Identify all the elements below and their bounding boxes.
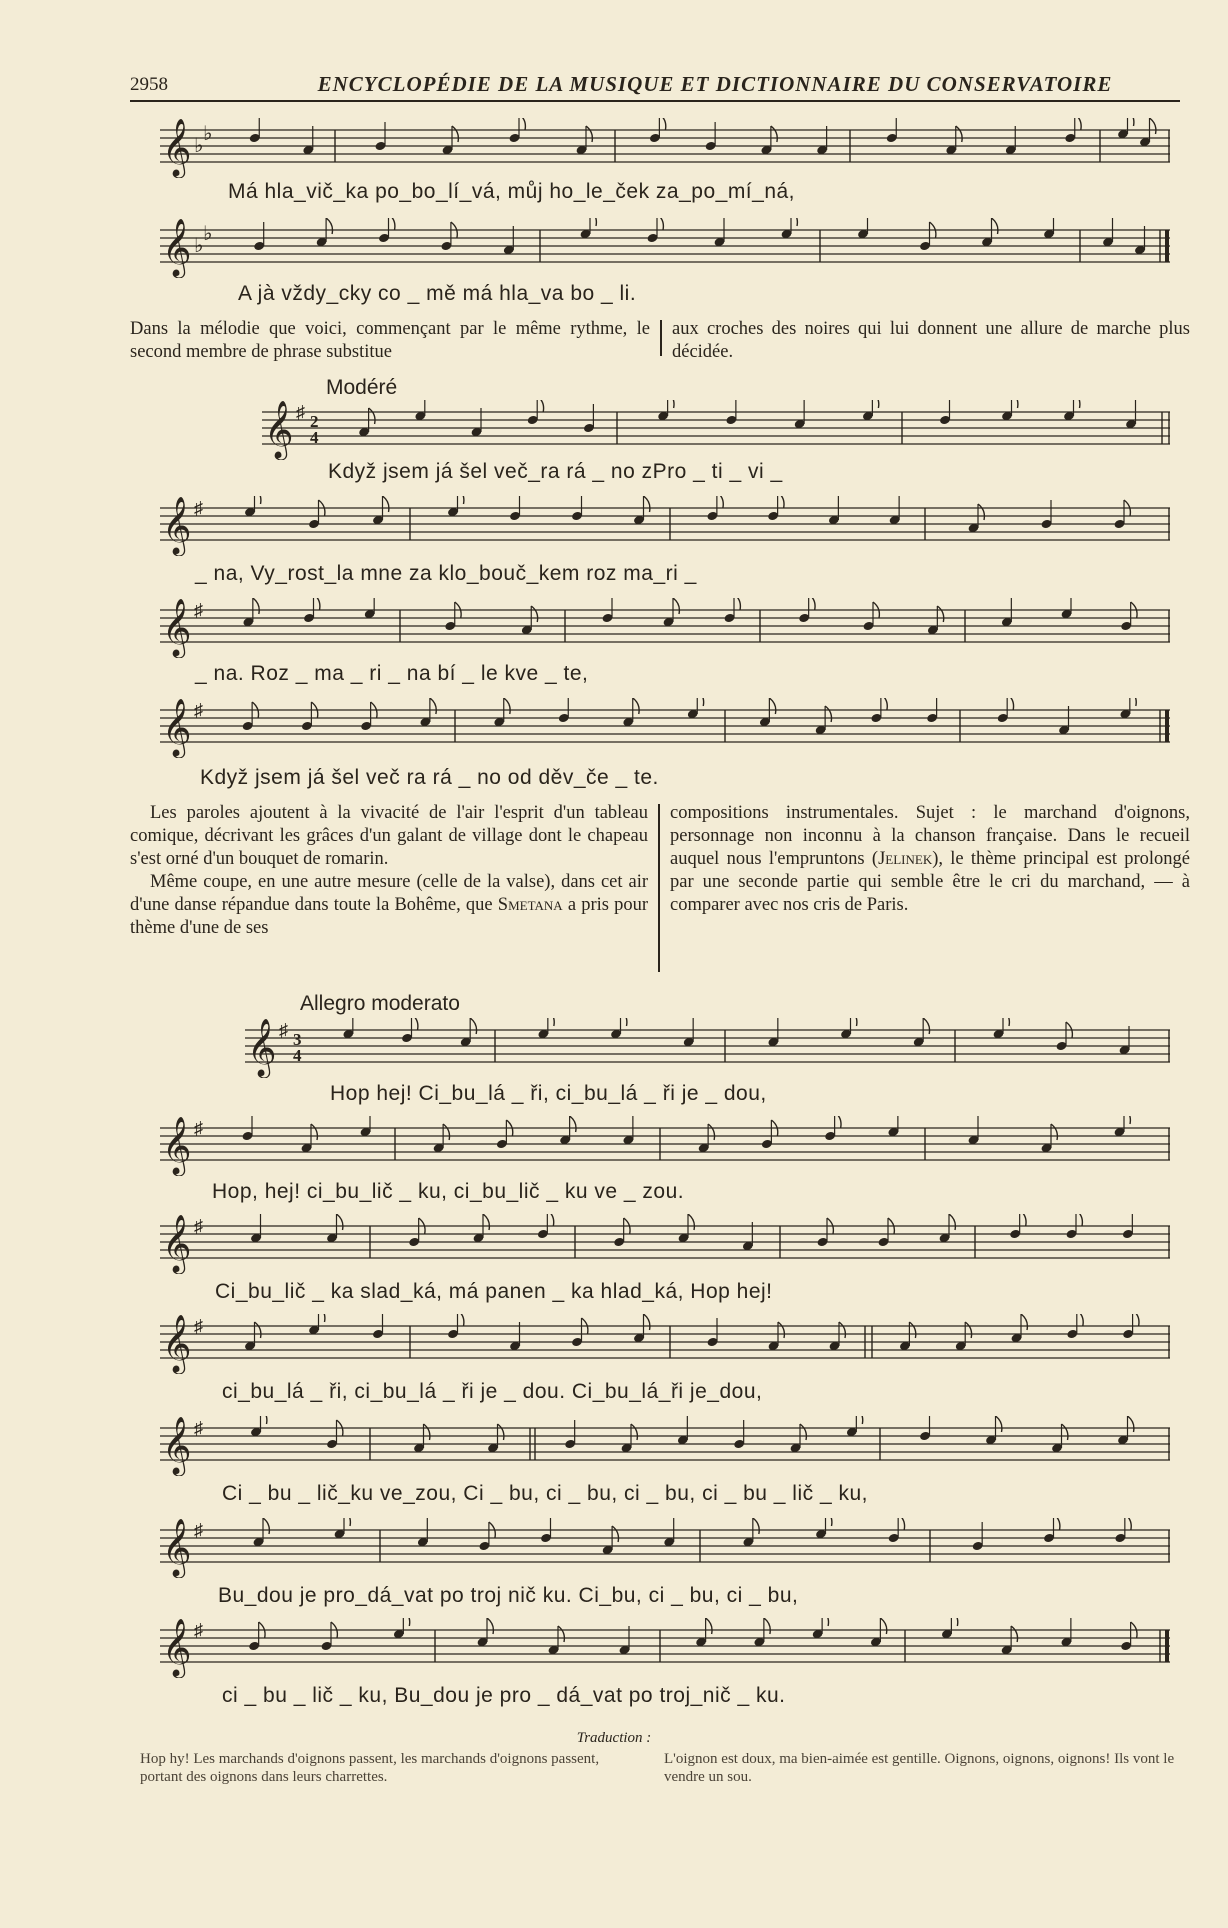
tempo-marking: Allegro moderato (300, 992, 460, 1015)
svg-text:♯: ♯ (279, 1020, 288, 1040)
svg-text:♯: ♯ (194, 1118, 203, 1138)
svg-text:♭: ♭ (194, 135, 204, 157)
music-staff (160, 1518, 1170, 1578)
music-staff (160, 1416, 1170, 1476)
music-staff (160, 218, 1170, 278)
tempo-marking: Modéré (326, 376, 398, 399)
svg-text:♯: ♯ (194, 1418, 203, 1438)
svg-text:♯: ♯ (194, 1520, 203, 1540)
svg-text:𝄞: 𝄞 (162, 118, 192, 176)
svg-text:4: 4 (293, 1046, 302, 1065)
paragraph: compositions instrumentales. Sujet : le marchand d'oignons, personnage non inconnu à la chanson française. Dans le recueil auquel nous l'empruntons (Jelinek), le thème principal est prolongé par une seconde partie qui semble être le cri du marchand, — à comparer avec nos cris de Paris. (670, 803, 1190, 915)
music-staff (160, 1116, 1170, 1176)
svg-text:𝄞: 𝄞 (162, 1214, 192, 1272)
svg-text:♯: ♯ (194, 498, 203, 518)
music-staff (160, 698, 1170, 758)
lyrics-line: _ na, Vy_rost_la mne za klo_bouč_kem roz ma_ri _ (195, 562, 697, 585)
lyrics-line: Když jsem já šel več ra rá _ no od děv_če _ te. (200, 766, 659, 789)
lyrics-line: Když jsem já šel več_ra rá _ no zPro _ ti _ vi _ (328, 460, 783, 483)
translation-title: Traduction : (576, 1730, 652, 1746)
svg-text:♯: ♯ (194, 1620, 203, 1640)
lyrics-line: A jà vždy_cky co _ mě má hla_va bo _ li. (238, 282, 637, 305)
svg-text:♭: ♭ (203, 223, 213, 245)
svg-text:♯: ♯ (194, 700, 203, 720)
running-title: ENCYCLOPÉDIE DE LA MUSIQUE ET DICTIONNAIRE DU CONSERVATOIRE (317, 72, 1113, 96)
translation-right: L'oignon est doux, ma bien-aimée est gentille. Oignons, oignons, oignons! Ils vont le vendre un sou. (664, 1751, 1175, 1785)
music-staff (160, 118, 1170, 178)
svg-text:𝄞: 𝄞 (162, 218, 192, 276)
lyrics-line: Hop hej! Ci_bu_lá _ ři, ci_bu_lá _ ři je _ dou, (330, 1082, 767, 1105)
svg-text:𝄞: 𝄞 (162, 698, 192, 756)
svg-text:𝄞: 𝄞 (162, 1618, 192, 1676)
svg-text:♭: ♭ (194, 235, 204, 257)
lyrics-line: Bu_dou je pro_dá_vat po troj nič ku. Ci_bu, ci _ bu, ci _ bu, (218, 1584, 799, 1607)
lyrics-line: ci _ bu _ lič _ ku, Bu_dou je pro _ dá_vat po troj_nič _ ku. (222, 1684, 786, 1707)
paragraph: Les paroles ajoutent à la vivacité de l'air l'esprit d'un tableau comique, décrivant les grâces d'un galant de village dont le chapeau s'est orné d'un bouquet de romarin. Même coupe, en une autre mesure (celle de la valse), dans cet air d'une danse répandue dans toute la Bohême, que Smetana a pris pour thème d'une de ses (130, 803, 649, 938)
column-rule (658, 804, 660, 972)
page-number: 2958 (130, 74, 168, 95)
music-staff (160, 598, 1170, 658)
music-staff (160, 1618, 1170, 1678)
svg-text:3: 3 (293, 1030, 302, 1049)
svg-text:4: 4 (310, 428, 319, 447)
column-rule (660, 320, 662, 356)
svg-text:♭: ♭ (203, 123, 213, 145)
svg-text:♯: ♯ (296, 402, 305, 422)
lyrics-line: Ci _ bu _ lič_ku ve_zou, Ci _ bu, ci _ bu, ci _ bu, ci _ bu _ lič _ ku, (222, 1482, 868, 1505)
svg-text:𝄞: 𝄞 (264, 400, 294, 458)
music-staff (160, 1214, 1170, 1274)
lyrics-line: _ na. Roz _ ma _ ri _ na bí _ le kve _ te, (195, 662, 589, 685)
music-staff (245, 1018, 1170, 1078)
svg-text:𝄞: 𝄞 (162, 598, 192, 656)
lyrics-line: Ci_bu_lič _ ka slad_ká, má panen _ ka hlad_ká, Hop hej! (215, 1280, 773, 1303)
svg-text:♯: ♯ (194, 600, 203, 620)
page-header (130, 70, 1180, 102)
svg-text:𝄞: 𝄞 (162, 1416, 192, 1474)
svg-text:♯: ♯ (194, 1216, 203, 1236)
translation-left: Hop hy! Les marchands d'oignons passent, les marchands d'oignons passent, portant des oignons dans leurs charrettes. (140, 1751, 600, 1785)
music-staff (262, 400, 1170, 460)
svg-text:♯: ♯ (194, 1316, 203, 1336)
paragraph: aux croches des noires qui lui donnent une allure de marche plus décidée. (672, 319, 1190, 362)
music-staff (160, 1314, 1170, 1374)
svg-text:𝄞: 𝄞 (162, 1116, 192, 1174)
svg-text:𝄞: 𝄞 (162, 1314, 192, 1372)
paragraph: Dans la mélodie que voici, commençant par le même rythme, le second membre de phrase substitue (130, 319, 650, 362)
svg-text:2: 2 (310, 412, 319, 431)
svg-text:𝄞: 𝄞 (162, 1518, 192, 1576)
lyrics-line: Hop, hej! ci_bu_lič _ ku, ci_bu_lič _ ku ve _ zou. (212, 1180, 685, 1203)
music-staff (160, 496, 1170, 556)
lyrics-line: Má hla_vič_ka po_bo_lí_vá, můj ho_le_ček za_po_mí_ná, (228, 180, 796, 203)
svg-text:𝄞: 𝄞 (162, 496, 192, 554)
lyrics-line: ci_bu_lá _ ři, ci_bu_lá _ ři je _ dou. Ci_bu_lá_ři je_dou, (222, 1380, 763, 1403)
svg-text:𝄞: 𝄞 (247, 1018, 277, 1076)
